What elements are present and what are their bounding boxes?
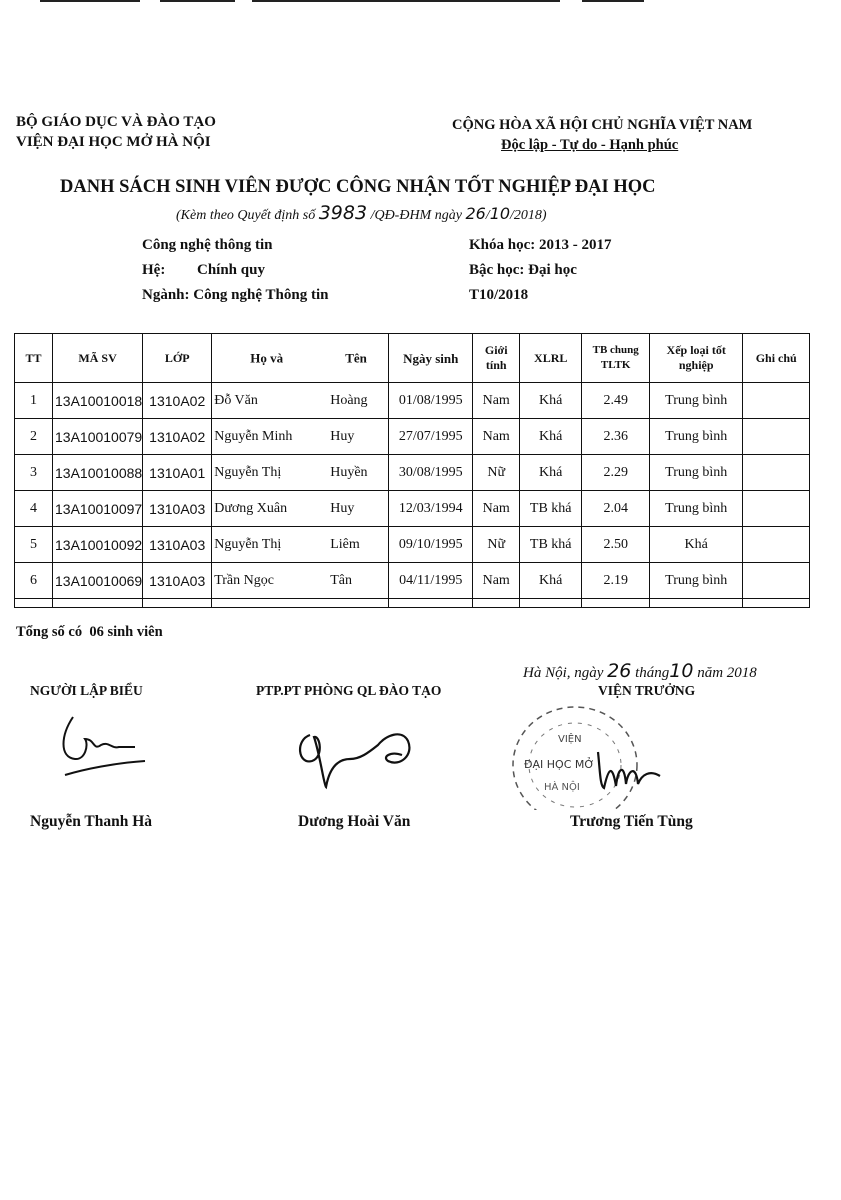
blank-cell (650, 599, 743, 608)
col-ngaysinh: Ngày sinh (389, 334, 473, 383)
row-masv: 13A10010079 (53, 419, 143, 455)
signer-role-preparer: NGƯỜI LẬP BIỂU (30, 683, 143, 698)
col-hova-ten (212, 334, 389, 383)
row-xeploai: Trung bình (650, 491, 743, 527)
decision-number: 3983 (318, 202, 368, 224)
row-gioitinh: Nam (473, 419, 520, 455)
blank-cell (53, 599, 143, 608)
education-level: Bậc học: Đại học (469, 262, 577, 278)
row-lop: 1310A02 (143, 419, 212, 455)
row-masv: 13A10010097 (53, 491, 143, 527)
row-tt: 4 (15, 491, 53, 527)
row-lop: 1310A03 (143, 527, 212, 563)
national-title: CỘNG HÒA XÃ HỘI CHỦ NGHĨA VIỆT NAM (452, 117, 753, 133)
row-hova: Nguyễn Minh (214, 428, 293, 444)
decision-suffix: /2018) (510, 208, 547, 223)
col-hova: Họ và (250, 350, 284, 366)
row-xeploai: Khá (650, 527, 743, 563)
signer-role-director: VIỆN TRƯỞNG (598, 683, 696, 698)
decision-reference (176, 202, 547, 224)
row-gioitinh: Nữ (473, 455, 520, 491)
row-hova: Dương Xuân (214, 500, 288, 516)
row-ten: Huy (330, 500, 355, 516)
row-ten: Tân (330, 572, 352, 588)
row-ten: Huy (330, 428, 355, 444)
signer-name-deputy: Dương Hoài Văn (298, 813, 411, 830)
row-hova-ten (212, 383, 389, 419)
signature-preparer (55, 705, 155, 785)
row-tb: 2.36 (582, 419, 650, 455)
document-title: DANH SÁCH SINH VIÊN ĐƯỢC CÔNG NHẬN TỐT NGHIỆP ĐẠI HỌC (60, 177, 656, 197)
row-tb: 2.29 (582, 455, 650, 491)
place-date (523, 660, 757, 682)
seal-text-top: VIỆN (558, 734, 582, 745)
row-xlrl: TB khá (520, 527, 582, 563)
table-row (15, 419, 810, 455)
row-ghichu (743, 383, 810, 419)
row-tt: 2 (15, 419, 53, 455)
row-masv: 13A10010069 (53, 563, 143, 599)
row-ngaysinh: 01/08/1995 (389, 383, 473, 419)
row-hova: Trần Ngọc (214, 572, 274, 588)
row-ghichu (743, 491, 810, 527)
row-lop: 1310A02 (143, 383, 212, 419)
row-tb: 2.19 (582, 563, 650, 599)
blank-cell (582, 599, 650, 608)
row-gioitinh: Nam (473, 563, 520, 599)
institute-name: VIỆN ĐẠI HỌC MỞ HÀ NỘI (16, 134, 211, 150)
row-ten: Liêm (330, 536, 360, 552)
row-tb: 2.50 (582, 527, 650, 563)
decision-sep: / (485, 208, 490, 223)
place-date-month-label: tháng (635, 665, 670, 681)
table-row (15, 563, 810, 599)
row-ghichu (743, 563, 810, 599)
row-masv: 13A10010092 (53, 527, 143, 563)
scan-edge-line (160, 0, 235, 2)
decision-prefix: (Kèm theo Quyết định số (176, 208, 316, 223)
col-ten: Tên (345, 350, 367, 366)
row-tt: 5 (15, 527, 53, 563)
blank-cell (15, 599, 53, 608)
seal-text-mid: ĐẠI HỌC MỞ (524, 758, 595, 771)
faculty-name: Công nghệ thông tin (142, 237, 273, 253)
row-ngaysinh: 30/08/1995 (389, 455, 473, 491)
graduates-table (14, 333, 810, 608)
system-value: Chính quy (197, 262, 265, 278)
table-header-row (15, 334, 810, 383)
row-tt: 3 (15, 455, 53, 491)
col-tbchung: TB chung TLTK (582, 334, 650, 383)
table-row (15, 383, 810, 419)
place-date-day: 26 (607, 660, 632, 682)
col-masv: MÃ SV (53, 334, 143, 383)
course-years: Khóa học: 2013 - 2017 (469, 237, 612, 253)
place-date-suffix: năm 2018 (697, 665, 757, 681)
blank-cell (473, 599, 520, 608)
official-seal (500, 690, 670, 810)
row-lop: 1310A03 (143, 491, 212, 527)
row-xlrl: Khá (520, 383, 582, 419)
row-xlrl: Khá (520, 419, 582, 455)
row-xeploai: Trung bình (650, 563, 743, 599)
row-lop: 1310A03 (143, 563, 212, 599)
row-tt: 1 (15, 383, 53, 419)
row-masv: 13A10010018 (53, 383, 143, 419)
decision-month: 10 (489, 204, 511, 223)
blank-cell (143, 599, 212, 608)
row-lop: 1310A01 (143, 455, 212, 491)
row-xeploai: Trung bình (650, 455, 743, 491)
system-label: Hệ: (142, 262, 166, 278)
row-tb: 2.49 (582, 383, 650, 419)
major-name: Ngành: Công nghệ Thông tin (142, 287, 329, 303)
row-ghichu (743, 419, 810, 455)
col-ghichu: Ghi chú (743, 334, 810, 383)
signer-name-director: Trương Tiến Tùng (570, 813, 693, 830)
row-xlrl: TB khá (520, 491, 582, 527)
col-tt: TT (15, 334, 53, 383)
row-tt: 6 (15, 563, 53, 599)
row-gioitinh: Nam (473, 383, 520, 419)
signer-name-preparer: Nguyễn Thanh Hà (30, 813, 153, 830)
table-row (15, 527, 810, 563)
seal-text-bottom: HÀ NỘI (544, 782, 580, 793)
row-ngaysinh: 04/11/1995 (389, 563, 473, 599)
ministry-name: BỘ GIÁO DỤC VÀ ĐÀO TẠO (16, 114, 216, 130)
scan-edge-line (582, 0, 644, 2)
col-xlrl: XLRL (520, 334, 582, 383)
row-hova: Nguyễn Thị (214, 536, 282, 552)
row-xlrl: Khá (520, 563, 582, 599)
decision-middle: /QĐ-ĐHM ngày (370, 208, 462, 223)
place-date-prefix: Hà Nội, ngày (523, 665, 604, 681)
row-ten: Hoàng (330, 392, 368, 408)
decision-day: 26 (465, 204, 486, 223)
scan-edge-line (40, 0, 140, 2)
blank-cell (520, 599, 582, 608)
row-hova: Đỗ Văn (214, 392, 258, 408)
row-xeploai: Trung bình (650, 383, 743, 419)
row-hova-ten (212, 419, 389, 455)
row-ngaysinh: 09/10/1995 (389, 527, 473, 563)
row-ngaysinh: 12/03/1994 (389, 491, 473, 527)
blank-cell (389, 599, 473, 608)
national-motto: Độc lập - Tự do - Hạnh phúc (501, 137, 679, 153)
row-hova: Nguyễn Thị (214, 464, 282, 480)
row-gioitinh: Nam (473, 491, 520, 527)
blank-cell (743, 599, 810, 608)
table-row-blank (15, 599, 810, 608)
place-date-month: 10 (669, 660, 694, 682)
total-count: Tổng số có 06 sinh viên (16, 624, 163, 640)
blank-cell (212, 599, 389, 608)
table-row (15, 491, 810, 527)
scan-edge-line (252, 0, 560, 2)
row-xeploai: Trung bình (650, 419, 743, 455)
row-tb: 2.04 (582, 491, 650, 527)
col-xeploai: Xếp loại tốt nghiệp (650, 334, 743, 383)
row-masv: 13A10010088 (53, 455, 143, 491)
row-hova-ten (212, 527, 389, 563)
row-ghichu (743, 527, 810, 563)
col-lop: LỚP (143, 334, 212, 383)
table-row (15, 455, 810, 491)
row-hova-ten (212, 455, 389, 491)
row-gioitinh: Nữ (473, 527, 520, 563)
signature-deputy (290, 715, 430, 795)
row-hova-ten (212, 563, 389, 599)
row-ngaysinh: 27/07/1995 (389, 419, 473, 455)
col-gioitinh: Giới tính (473, 334, 520, 383)
row-ghichu (743, 455, 810, 491)
row-ten: Huyền (330, 464, 368, 480)
graduation-period: T10/2018 (469, 287, 529, 303)
row-hova-ten (212, 491, 389, 527)
signer-role-deputy: PTP.PT PHÒNG QL ĐÀO TẠO (256, 683, 442, 698)
row-xlrl: Khá (520, 455, 582, 491)
